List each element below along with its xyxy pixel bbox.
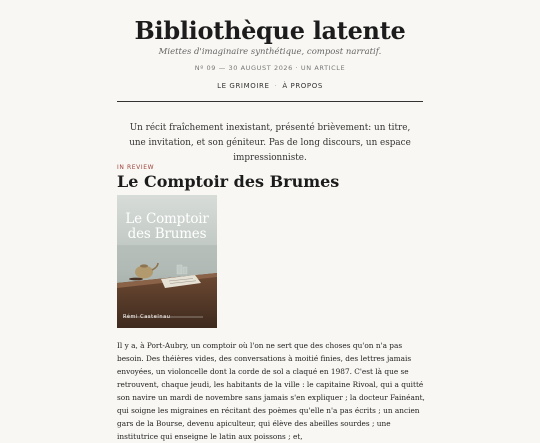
nav-separator: · — [274, 82, 278, 90]
article-kicker: IN REVIEW — [117, 164, 155, 171]
intro-text: Un récit fraîchement inexistant, présenté brièvement: un titre, une invitation, et son géniteur. Pas de long discours, un espace impressionniste. — [129, 123, 411, 163]
nav-item-grimoire[interactable]: LE GRIMOIRE — [217, 82, 270, 90]
article-title[interactable]: Le Comptoir des Brumes — [117, 172, 340, 191]
main-nav — [0, 82, 540, 90]
header-divider — [117, 101, 423, 102]
nav-item-about[interactable]: À PROPOS — [282, 82, 323, 90]
site-tagline: Miettes d'imaginaire synthétique, compost narratif. — [158, 47, 382, 57]
article-body: Il y a, à Port-Aubry, un comptoir où l'on ne sert que des choses qu'on n'a pas besoin. Des théières vides, des conversations à moitié finies, des lettres jamais envoyées, un violoncelle dont la corde de sol a claqué en 1987. C'est là que se retrouvent, chaque jeudi, les habitants de la ville : le capitaine Rivoal, qui a quitté son navire un mardi de novembre sans jamais s'en expliquer ; la docteur Fainéant, qui soigne les migraines en récitant des poèmes qu'elle n'a pas écrits ; un ancien gars de la Bourse, devenu apiculteur, qui élève des abeilles sourdes ; une institutrice qui enseigne le latin aux poissons ; et, — [117, 341, 425, 441]
cover-author: Rémi Castelnau — [123, 314, 171, 320]
book-cover-image — [117, 195, 217, 328]
cover-title: Le Comptoir des Brumes — [125, 211, 209, 242]
issue-line: Nº 09 — 30 AUGUST 2026 · UN ARTICLE — [194, 64, 346, 72]
site-title[interactable]: Bibliothèque latente — [134, 16, 406, 45]
